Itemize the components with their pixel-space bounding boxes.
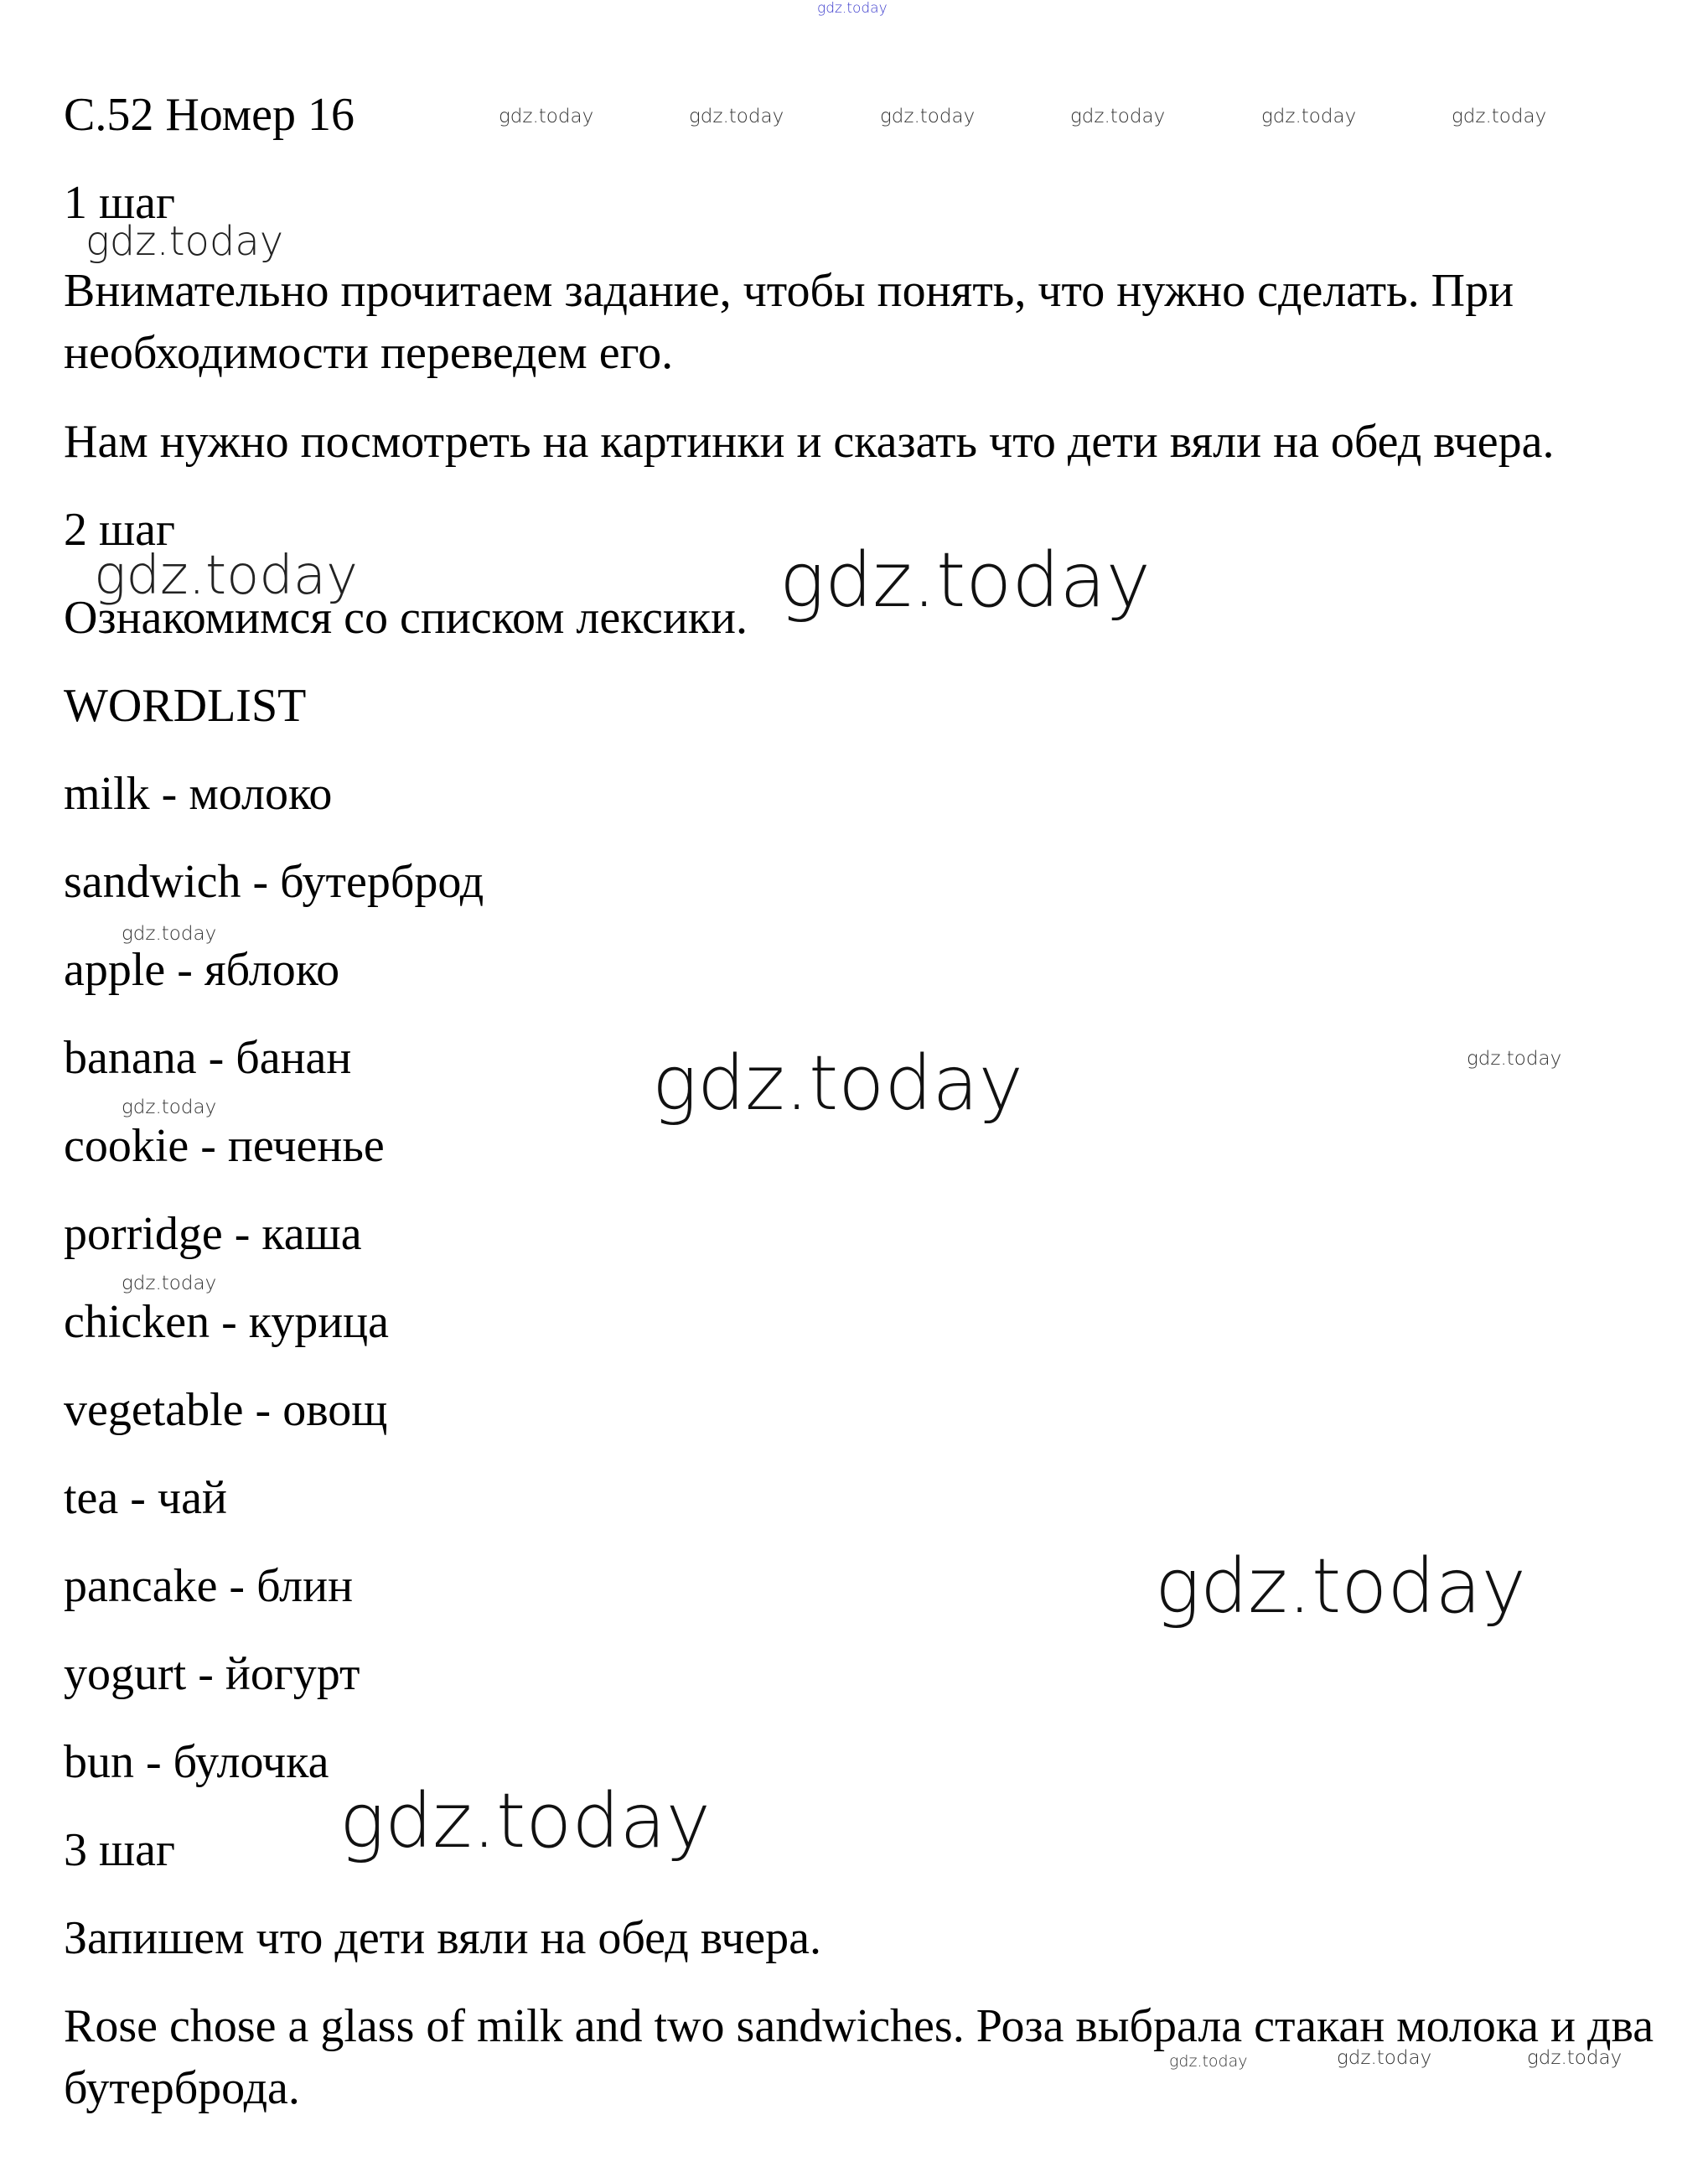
step1-label: 1 шаг: [64, 177, 175, 229]
step1-task: Нам нужно посмотреть на картинки и сказать что дети вяли на обед вчера.: [64, 416, 1555, 468]
word-item: apple - яблоко: [64, 944, 340, 996]
watermark-bottom-3: gdz.today: [1527, 2047, 1623, 2069]
watermark-header-3: gdz.today: [880, 106, 976, 127]
wordlist-title: WORDLIST: [64, 680, 307, 732]
watermark-step1: gdz.today: [85, 218, 284, 265]
word-item: chicken - курица: [64, 1296, 389, 1348]
watermark-large-1: gdz.today: [779, 537, 1151, 625]
step3-intro: Запишем что дети вяли на обед вчера.: [64, 1912, 821, 1964]
step2-intro: Ознакомимся со списком лексики.: [64, 592, 748, 644]
watermark-large-2: gdz.today: [652, 1039, 1023, 1128]
word-item: milk - молоко: [64, 768, 333, 820]
watermark-word-3: gdz.today: [122, 1273, 217, 1294]
watermark-header-4: gdz.today: [1070, 106, 1166, 127]
word-item: pancake - блин: [64, 1560, 354, 1612]
word-item: banana - банан: [64, 1032, 352, 1084]
watermark-word-2: gdz.today: [122, 1096, 217, 1118]
word-item: cookie - печенье: [64, 1120, 385, 1172]
watermark-step2: gdz.today: [94, 545, 358, 607]
watermark-bottom-2: gdz.today: [1337, 2047, 1432, 2069]
page-title: С.52 Номер 16: [64, 89, 355, 141]
step3-answer: Rose chose a glass of milk and two sandwiches. Роза выбрала стакан молока и два бутерброда.: [64, 2000, 1654, 2114]
word-item: tea - чай: [64, 1472, 227, 1524]
word-item: bun - булочка: [64, 1736, 329, 1788]
watermark-bottom-1: gdz.today: [1169, 2052, 1248, 2071]
word-item: yogurt - йогурт: [64, 1648, 360, 1700]
watermark-right-1: gdz.today: [1467, 1048, 1562, 1070]
step3-label: 3 шаг: [64, 1824, 175, 1876]
watermark-large-3: gdz.today: [1155, 1542, 1526, 1630]
step1-instruction: Внимательно прочитаем задание, чтобы понять, что нужно сделать. При необходимости переведем его.: [64, 265, 1514, 379]
watermark-large-4: gdz.today: [339, 1777, 711, 1865]
watermark-header-5: gdz.today: [1261, 106, 1357, 127]
watermark-header-2: gdz.today: [689, 106, 784, 127]
watermark-top: gdz.today: [817, 0, 888, 17]
watermark-header-6: gdz.today: [1452, 106, 1547, 127]
watermark-header-1: gdz.today: [499, 106, 594, 127]
word-item: vegetable - овощ: [64, 1384, 388, 1436]
word-item: sandwich - бутерброд: [64, 856, 484, 908]
watermark-word-1: gdz.today: [122, 923, 217, 945]
step2-label: 2 шаг: [64, 504, 175, 556]
word-item: porridge - каша: [64, 1208, 362, 1260]
